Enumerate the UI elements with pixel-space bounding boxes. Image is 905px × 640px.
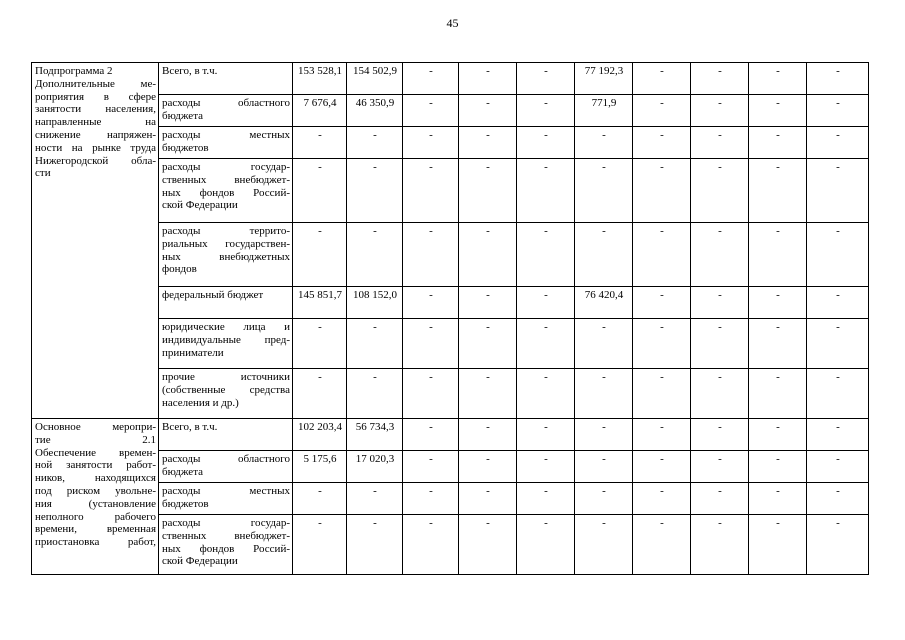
value-cell: -: [749, 483, 807, 515]
value-cell: -: [807, 451, 869, 483]
value-cell: -: [517, 483, 575, 515]
funding-source-line: населения и др.): [162, 396, 239, 409]
value-cell: -: [691, 95, 749, 127]
value-cell: -: [633, 223, 691, 287]
value-cell: -: [347, 515, 403, 575]
funding-source-line: Всего, в т.ч.: [162, 65, 218, 77]
value-cell: -: [575, 451, 633, 483]
budget-table: [31, 62, 869, 575]
value-cell: -: [403, 95, 459, 127]
value-cell: -: [459, 63, 517, 95]
value-cell: -: [807, 223, 869, 287]
funding-source-line: расходы областного: [162, 97, 290, 109]
value-cell: -: [403, 63, 459, 95]
value-cell: 7 676,4: [293, 95, 347, 127]
value-cell: 5 175,6: [293, 451, 347, 483]
value-cell: -: [459, 319, 517, 369]
value-cell: -: [403, 451, 459, 483]
value-cell: -: [807, 369, 869, 419]
value-cell: -: [633, 63, 691, 95]
value-cell: -: [807, 419, 869, 451]
value-cell: -: [575, 515, 633, 575]
funding-source-line: ных фондов Россий-: [162, 186, 290, 199]
funding-source-line: ственных внебюджет-: [162, 173, 290, 186]
value-cell: -: [633, 287, 691, 319]
value-cell: -: [517, 223, 575, 287]
program-name-line: Нижегородской обла-: [35, 154, 156, 167]
value-cell: -: [293, 159, 347, 223]
funding-source-cell: [159, 483, 293, 515]
value-cell: -: [749, 419, 807, 451]
value-cell: -: [459, 483, 517, 515]
value-cell: -: [403, 319, 459, 369]
value-cell: -: [691, 159, 749, 223]
value-cell: -: [807, 287, 869, 319]
value-cell: 108 152,0: [347, 287, 403, 319]
value-cell: -: [293, 483, 347, 515]
value-cell: -: [575, 223, 633, 287]
value-cell: -: [749, 287, 807, 319]
value-cell: -: [293, 223, 347, 287]
value-cell: -: [691, 419, 749, 451]
value-cell: -: [459, 369, 517, 419]
value-cell: -: [575, 319, 633, 369]
funding-source-cell: [159, 63, 293, 95]
value-cell: -: [403, 369, 459, 419]
funding-source-line: расходы государ-: [162, 517, 290, 529]
value-cell: -: [459, 95, 517, 127]
value-cell: -: [293, 319, 347, 369]
value-cell: -: [459, 419, 517, 451]
value-cell: -: [749, 319, 807, 369]
funding-source-line: расходы местных: [162, 485, 290, 497]
value-cell: -: [749, 223, 807, 287]
value-cell: -: [691, 127, 749, 159]
value-cell: -: [749, 515, 807, 575]
value-cell: -: [691, 223, 749, 287]
value-cell: 76 420,4: [575, 287, 633, 319]
program-name-line: ников, находящихся: [35, 472, 156, 485]
value-cell: 46 350,9: [347, 95, 403, 127]
program-name-cell: [32, 419, 159, 575]
value-cell: -: [517, 63, 575, 95]
value-cell: -: [691, 319, 749, 369]
funding-source-line: бюджета: [162, 109, 204, 122]
value-cell: -: [691, 287, 749, 319]
value-cell: -: [293, 515, 347, 575]
value-cell: -: [517, 419, 575, 451]
value-cell: -: [347, 159, 403, 223]
value-cell: -: [575, 159, 633, 223]
value-cell: -: [517, 369, 575, 419]
value-cell: -: [517, 95, 575, 127]
program-name-line: ния (установление: [35, 497, 156, 510]
value-cell: -: [293, 369, 347, 419]
budget-table-body: [32, 63, 869, 575]
value-cell: -: [633, 369, 691, 419]
value-cell: -: [633, 95, 691, 127]
value-cell: -: [633, 419, 691, 451]
value-cell: -: [691, 369, 749, 419]
value-cell: 77 192,3: [575, 63, 633, 95]
value-cell: -: [459, 451, 517, 483]
value-cell: -: [749, 369, 807, 419]
program-name-line: ности на рынке труда: [35, 141, 156, 154]
funding-source-line: ской Федерации: [162, 199, 238, 212]
funding-source-line: приниматели: [162, 346, 224, 359]
value-cell: -: [749, 159, 807, 223]
value-cell: -: [633, 451, 691, 483]
program-name-line: приостановка работ,: [35, 536, 156, 549]
value-cell: -: [575, 419, 633, 451]
value-cell: -: [403, 159, 459, 223]
value-cell: -: [517, 319, 575, 369]
table-row: [32, 63, 869, 95]
funding-source-line: бюджетов: [162, 497, 209, 510]
value-cell: 17 020,3: [347, 451, 403, 483]
value-cell: -: [293, 127, 347, 159]
value-cell: -: [459, 159, 517, 223]
value-cell: 145 851,7: [293, 287, 347, 319]
value-cell: 153 528,1: [293, 63, 347, 95]
value-cell: -: [403, 515, 459, 575]
value-cell: -: [459, 223, 517, 287]
value-cell: -: [749, 63, 807, 95]
program-name-line: тие 2.1: [35, 433, 156, 446]
page-number: 45: [446, 16, 459, 30]
program-name-line: Основное меропри-: [35, 421, 156, 433]
funding-source-line: ской Федерации: [162, 555, 238, 568]
funding-source-line: ных фондов Россий-: [162, 542, 290, 555]
funding-source-cell: [159, 95, 293, 127]
program-name-cell: [32, 63, 159, 419]
funding-source-line: расходы областного: [162, 453, 290, 465]
program-name-line: под риском увольне-: [35, 484, 156, 497]
value-cell: 102 203,4: [293, 419, 347, 451]
funding-source-line: расходы государ-: [162, 161, 290, 173]
value-cell: -: [347, 223, 403, 287]
funding-source-cell: [159, 451, 293, 483]
funding-source-line: юридические лица и: [162, 321, 290, 333]
value-cell: -: [749, 451, 807, 483]
value-cell: -: [347, 127, 403, 159]
value-cell: -: [807, 63, 869, 95]
value-cell: -: [691, 451, 749, 483]
value-cell: -: [633, 483, 691, 515]
table-row: [32, 419, 869, 451]
funding-source-line: ственных внебюджет-: [162, 529, 290, 542]
value-cell: 154 502,9: [347, 63, 403, 95]
value-cell: -: [347, 483, 403, 515]
value-cell: -: [517, 127, 575, 159]
program-name-line: неполного рабочего: [35, 510, 156, 523]
value-cell: 771,9: [575, 95, 633, 127]
funding-source-cell: [159, 319, 293, 369]
funding-source-cell: [159, 419, 293, 451]
value-cell: -: [347, 319, 403, 369]
value-cell: 56 734,3: [347, 419, 403, 451]
value-cell: -: [403, 483, 459, 515]
funding-source-line: (собственные средства: [162, 383, 290, 396]
funding-source-cell: [159, 287, 293, 319]
value-cell: -: [633, 515, 691, 575]
value-cell: -: [807, 483, 869, 515]
funding-source-line: риальных государствен-: [162, 237, 290, 250]
funding-source-line: фондов: [162, 263, 197, 276]
value-cell: -: [633, 159, 691, 223]
value-cell: -: [403, 127, 459, 159]
value-cell: -: [691, 483, 749, 515]
value-cell: -: [807, 319, 869, 369]
value-cell: -: [403, 419, 459, 451]
funding-source-cell: [159, 159, 293, 223]
funding-source-cell: [159, 223, 293, 287]
program-name-line: Обеспечение времен-: [35, 446, 156, 459]
funding-source-line: прочие источники: [162, 371, 290, 383]
program-name-line: снижение напряжен-: [35, 128, 156, 141]
value-cell: -: [575, 369, 633, 419]
funding-source-cell: [159, 127, 293, 159]
value-cell: -: [517, 287, 575, 319]
funding-source-line: Всего, в т.ч.: [162, 421, 218, 433]
value-cell: -: [691, 63, 749, 95]
value-cell: -: [807, 95, 869, 127]
program-name-line: направленные на: [35, 116, 156, 129]
program-name-line: Дополнительные ме-: [35, 77, 156, 90]
value-cell: -: [575, 483, 633, 515]
funding-source-line: бюджетов: [162, 141, 209, 154]
value-cell: -: [517, 451, 575, 483]
program-name-line: ной занятости работ-: [35, 459, 156, 472]
value-cell: -: [517, 515, 575, 575]
value-cell: -: [403, 223, 459, 287]
funding-source-line: федеральный бюджет: [162, 289, 264, 301]
program-name-line: роприятия в сфере: [35, 90, 156, 103]
funding-source-cell: [159, 515, 293, 575]
funding-source-cell: [159, 369, 293, 419]
value-cell: -: [517, 159, 575, 223]
value-cell: -: [459, 287, 517, 319]
value-cell: -: [575, 127, 633, 159]
value-cell: -: [459, 127, 517, 159]
value-cell: -: [633, 127, 691, 159]
program-name-line: занятости населения,: [35, 103, 156, 116]
value-cell: -: [459, 515, 517, 575]
value-cell: -: [403, 287, 459, 319]
funding-source-line: расходы террито-: [162, 225, 290, 237]
value-cell: -: [347, 369, 403, 419]
value-cell: -: [807, 127, 869, 159]
program-name-line: времени, временная: [35, 523, 156, 536]
value-cell: -: [807, 515, 869, 575]
funding-source-line: индивидуальные пред-: [162, 333, 290, 346]
value-cell: -: [633, 319, 691, 369]
value-cell: -: [807, 159, 869, 223]
value-cell: -: [749, 95, 807, 127]
funding-source-line: ных внебюджетных: [162, 250, 290, 263]
value-cell: -: [749, 127, 807, 159]
funding-source-line: бюджета: [162, 465, 204, 478]
program-name-line: сти: [35, 167, 51, 180]
program-name-line: Подпрограмма 2: [35, 65, 113, 77]
funding-source-line: расходы местных: [162, 129, 290, 141]
value-cell: -: [691, 515, 749, 575]
